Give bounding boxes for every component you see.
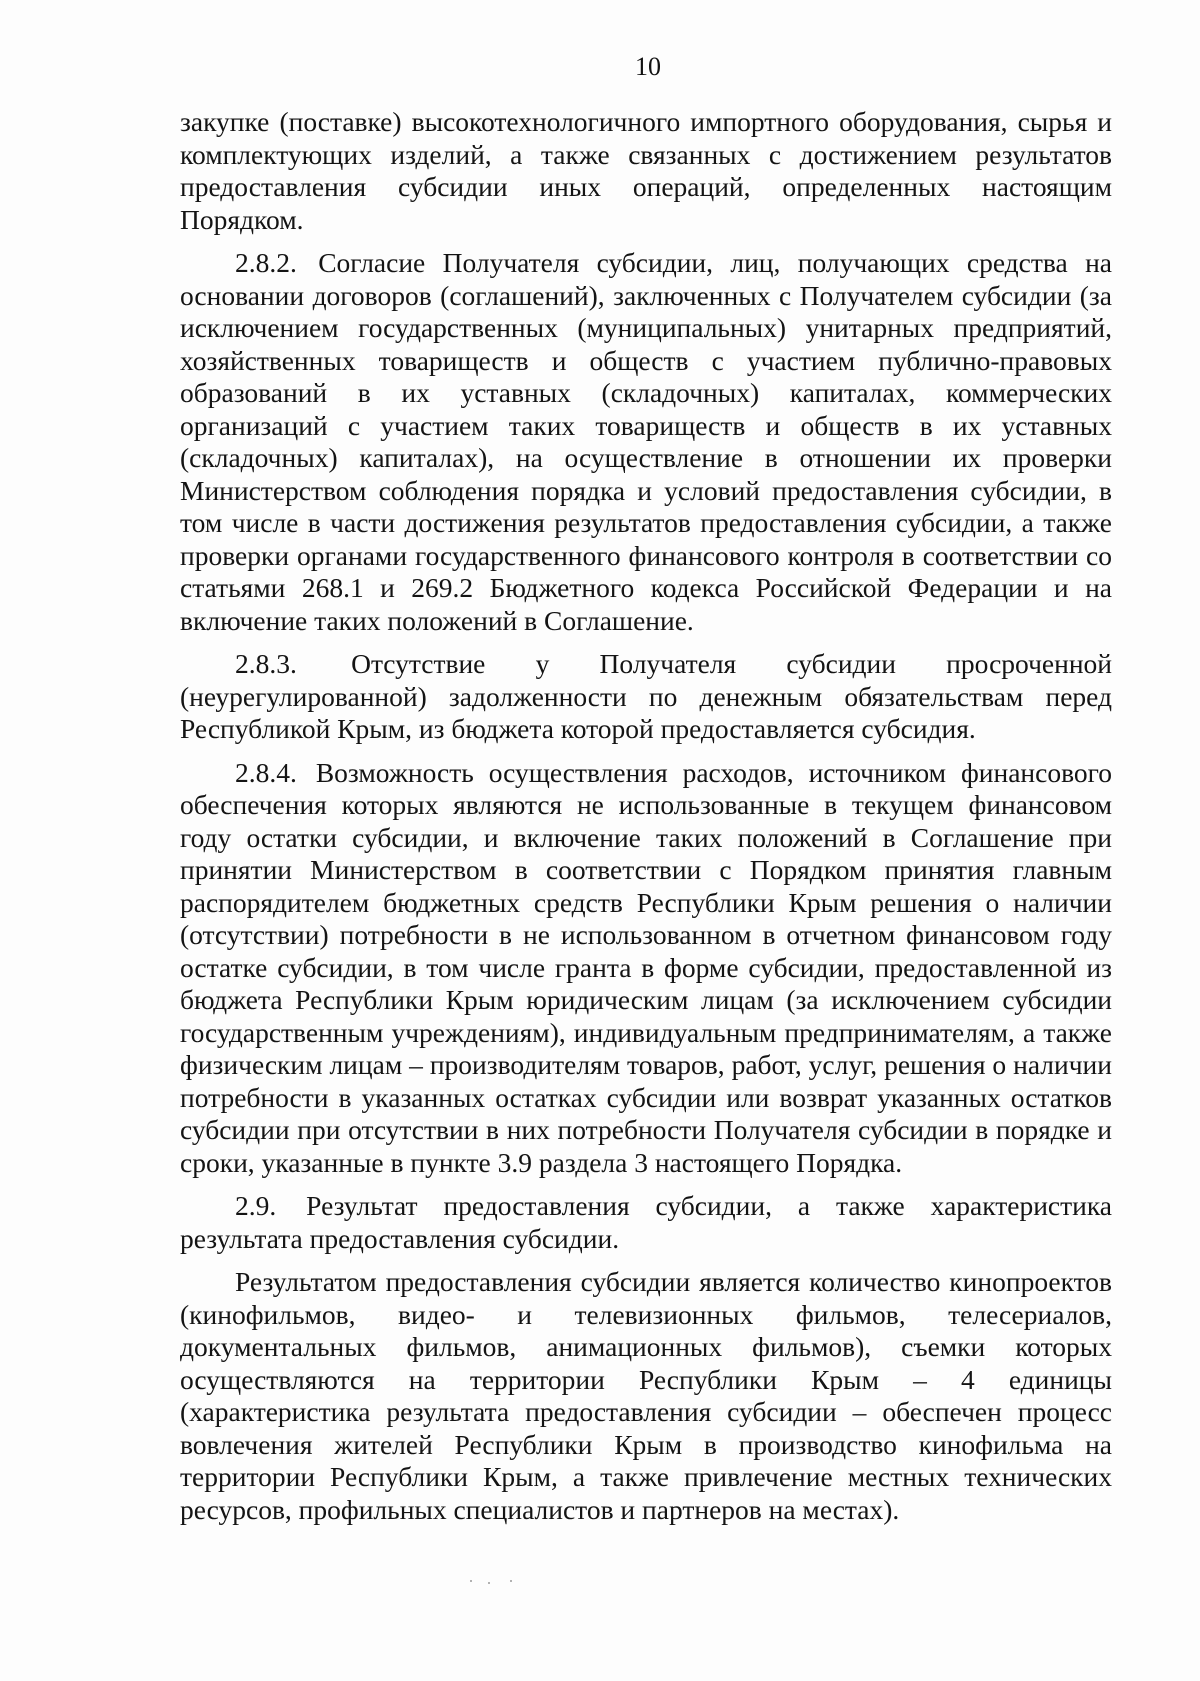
paragraph-2-9 — [180, 1190, 1112, 1255]
paragraph-text: Согласие Получателя субсидии, лиц, получающих средства на основании договоров (соглашений), заключенных с Получателем субсидии (за исключением государственных (муниципальных) унитарных предприятий, хозяйственных товариществ и обществ с участием публично-правовых образований в их уставных (складочных) капиталах, коммерческих организаций с участием таких товариществ и обществ в их уставных (складочных) капиталах), на осуществление в отношении их проверки Министерством соблюдения порядка и условий предоставления субсидии, в том числе в части достижения результатов предоставления субсидии, а также проверки органами государственного финансового контроля в соответствии со статьями 268.1 и 269.2 Бюджетного кодекса Российской Федерации и на включение таких положений в Соглашение. — [180, 247, 1112, 636]
paragraph-text: Результат предоставления субсидии, а также характеристика результата предоставления субсидии. — [180, 1190, 1113, 1254]
paragraph-2-8-4 — [180, 757, 1112, 1180]
paragraph-number: 2.8.2. — [235, 247, 297, 278]
paragraph-text: Возможность осуществления расходов, источником финансового обеспечения которых являются не использованные в текущем финансовом году остатки субсидии, и включение таких положений в Соглашение при принятии Министерством в соответствии с Порядком принятия главным распорядителем бюджетных средств Республики Крым решения о наличии (отсутствии) потребности в не использованном в отчетном финансовом году остатке субсидии, в том числе гранта в форме субсидии, предоставленной из бюджета Республики Крым юридическим лицам (за исключением субсидии государственным учреждениям), индивидуальным предпринимателям, а также физическим лицам – производителям товаров, работ, услуг, решения о наличии потребности в указанных остатках субсидии или возврат указанных остатков субсидии при отсутствии в них потребности Получателя субсидии в порядке и сроки, указанные в пункте 3.9 раздела 3 настоящего Порядка. — [180, 756, 1112, 1178]
paragraph-text: Отсутствие у Получателя субсидии просроченной (неурегулированной) задолженности по денежным обязательствам перед Республикой Крым, из бюджета которой предоставляется субсидия. — [180, 648, 1113, 744]
paragraph-result — [180, 1266, 1112, 1526]
paragraph-number: 2.8.3. — [235, 648, 297, 679]
paragraph-intro-continuation — [180, 106, 1112, 236]
paragraph-2-8-3 — [180, 648, 1112, 746]
scan-artifact — [470, 1580, 530, 1586]
paragraph-2-8-2 — [180, 247, 1112, 637]
document-body — [180, 106, 1112, 1526]
paragraph-text: Результатом предоставления субсидии является количество кинопроектов (кинофильмов, видео- и телевизионных фильмов, телесериалов, документальных фильмов, анимационных фильмов), съемки которых осуществляются на территории Республики Крым – 4 единицы (характеристика результата предоставления субсидии – обеспечен процесс вовлечения жителей Республики Крым в производство кинофильма на территории Республики Крым, а также привлечение местных технических ресурсов, профильных специалистов и партнеров на местах). — [180, 1266, 1112, 1525]
page-number: 10 — [635, 52, 661, 81]
paragraph-number: 2.9. — [235, 1190, 277, 1221]
paragraph-number: 2.8.4. — [235, 756, 297, 788]
paragraph-text: закупке (поставке) высокотехнологичного импортного оборудования, сырья и комплектующих изделий, а также связанных с достижением результатов предоставления субсидии иных операций, определенных настоящим Порядком. — [180, 106, 1112, 235]
